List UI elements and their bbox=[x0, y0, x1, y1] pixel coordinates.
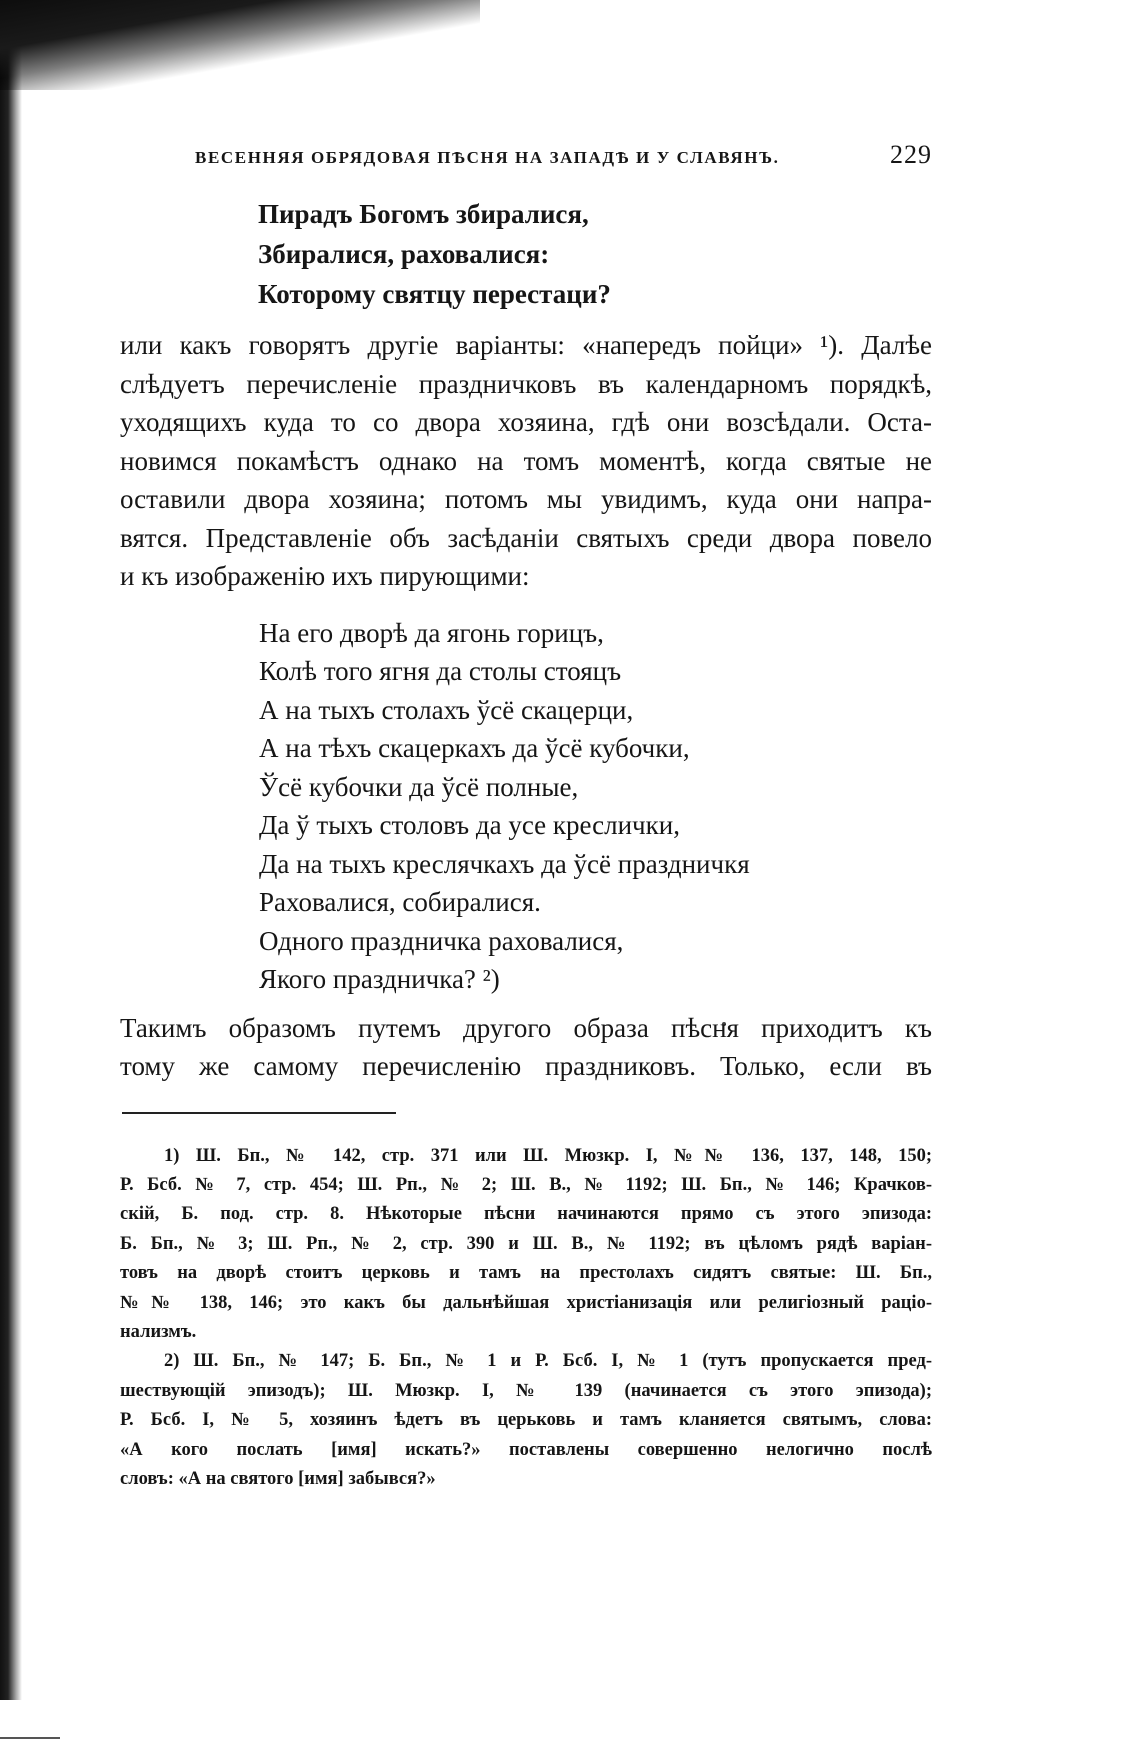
verse-line: Збиралися, раховалися: bbox=[258, 239, 550, 269]
verse-line: А на тѣхъ скацеркахъ да ўсё кубочки, bbox=[259, 733, 690, 763]
verse-line: Да на тыхъ креслячкахъ да ўсё праздничкя bbox=[259, 848, 750, 879]
paragraph-line: слѣдуетъ перечисленіе праздничковъ въ календарномъ порядкѣ, bbox=[120, 368, 932, 399]
verse-line: Ўсё кубочки да ўсё полные, bbox=[259, 771, 579, 802]
footnote-line: шествующій эпизодъ); Ш. Мюзкр. I, № 139 (начинается съ этого эпизода); bbox=[120, 1380, 932, 1401]
verse-line: На его дворѣ да ягонь горицъ, bbox=[259, 617, 604, 648]
paragraph-1 bbox=[120, 326, 932, 596]
verse-line: Пирадъ Богомъ збиралися, bbox=[258, 199, 589, 229]
scan-shadow-top bbox=[0, 0, 480, 90]
verse-line: Одного праздничка раховалися, bbox=[259, 925, 624, 956]
verse-line: А на тыхъ столахъ ўсё скацерци, bbox=[259, 694, 634, 725]
page-number: 229 bbox=[890, 140, 932, 169]
footnote-line: Р. Бсб. № 7, стр. 454; Ш. Рп., № 2; Ш. В., № 1192; Ш. Бп., № 146; Крачков- bbox=[120, 1174, 932, 1195]
verse-block-1 bbox=[258, 194, 932, 314]
verse-line: Раховалися, собиралися. bbox=[259, 887, 541, 917]
paragraph-line: оставили двора хозяина; потомъ мы увидимъ, куда они напра- bbox=[120, 484, 932, 514]
scan-shadow-left bbox=[0, 40, 22, 1700]
footnote-separator bbox=[122, 1112, 396, 1114]
paragraph-line: вятся. Представленіе объ засѣданіи святыхъ среди двора повело bbox=[120, 522, 932, 553]
footnote-1 bbox=[120, 1142, 932, 1348]
paragraph-2 bbox=[120, 1009, 932, 1086]
footnote-line: 2) Ш. Бп., № 147; Б. Бп., № 1 и Р. Бсб. I, № 1 (тутъ пропускается пред- bbox=[164, 1351, 932, 1372]
footnote-line: Р. Бсб. I, № 5, хозяинъ ѣдетъ въ церьковь и тамъ кланяется святымъ, слова: bbox=[120, 1410, 932, 1431]
verse-line: Якого праздничка? ²) bbox=[259, 964, 500, 994]
footnote-line: словъ: «А на святого [имя] забывся?» bbox=[120, 1468, 436, 1489]
footnote-line: скій, Б. под. стр. 8. Нѣкоторые пѣсни начинаются прямо съ этого эпизода: bbox=[120, 1204, 932, 1225]
scan-mark-bottom bbox=[0, 1731, 60, 1739]
verse-block-2 bbox=[259, 614, 932, 999]
running-title: ВЕСЕННЯЯ ОБРЯДОВАЯ ПѢСНЯ НА ЗАПАДѢ И У СЛАВЯНЪ. bbox=[195, 148, 780, 167]
footnotes bbox=[120, 1142, 932, 1495]
footnote-line: Б. Бп., № 3; Ш. Рп., № 2, стр. 390 и Ш. В., № 1192; въ цѣломъ рядѣ варіан- bbox=[120, 1233, 932, 1254]
footnote-2 bbox=[120, 1347, 932, 1494]
footnote-line: нализмъ. bbox=[120, 1321, 197, 1342]
verse-line: Колѣ того ягня да столы стояцъ bbox=[259, 656, 622, 686]
paragraph-line: и къ изображенію ихъ пирующими: bbox=[120, 561, 530, 591]
paragraph-line: или какъ говорятъ другіе варіанты: «напередъ пойци» ¹). Далѣе bbox=[120, 330, 932, 360]
paragraph-line: тому же самому перечисленію праздниковъ. Только, если въ bbox=[120, 1051, 932, 1081]
footnote-line: «А кого послать [имя] искать?» поставлены совершенно нелогично послѣ bbox=[120, 1439, 932, 1460]
footnote-line: товъ на дворѣ стоитъ церковь и тамъ на престолахъ сидятъ святые: Ш. Бп., bbox=[120, 1263, 932, 1284]
verse-line: Да ў тыхъ столовъ да усе креслички, bbox=[259, 810, 680, 840]
running-head bbox=[120, 140, 932, 180]
footnote-line: 1) Ш. Бп., № 142, стр. 371 или Ш. Мюзкр. I, №№ 136, 137, 148, 150; bbox=[164, 1145, 932, 1166]
paragraph-line: новимся покамѣстъ однако на томъ моментѣ, когда святые не bbox=[120, 445, 932, 476]
verse-line: Которому святцу перестаци? bbox=[258, 279, 611, 309]
paragraph-line: Такимъ образомъ путемъ другого образа пѣсня приходитъ къ bbox=[120, 1012, 932, 1043]
paragraph-line: уходящихъ куда то со двора хозяина, гдѣ они возсѣдали. Оста- bbox=[120, 407, 932, 437]
book-page bbox=[120, 140, 932, 1494]
footnote-line: №№ 138, 146; это какъ бы дальнѣйшая христіанизація или религіозный раціо- bbox=[120, 1292, 932, 1313]
